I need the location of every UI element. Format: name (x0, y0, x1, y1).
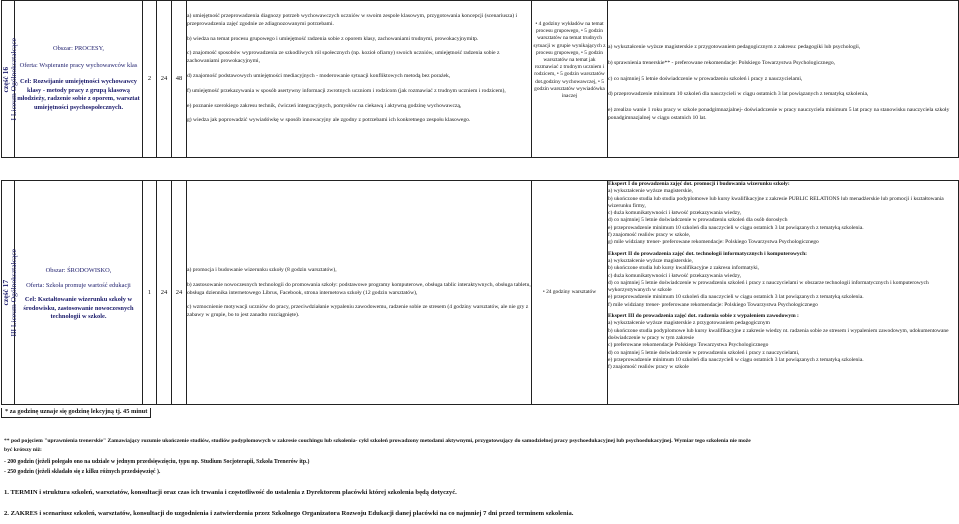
goal-text: Cel: Kształtowanie wizerunku szkoły w środowisku, zastosowanie nowoczesnych technologii w szkole. (23, 296, 134, 321)
content-item: e) poznanie szerokiego zakresu technik, ćwiczeń integracyjnych, pomysłów na ciekawą i aktywną godzinę wychowawczą, (187, 102, 462, 109)
expert-line: e) przeprowadzenie minimum 10 szkoleń dla nauczycieli w ciągu ostatnich 3 lat powiązanych z tematyką szkolenia. (608, 356, 864, 363)
hours-breakdown: • 24 godziny warsztatów (532, 181, 608, 405)
content-item: d) znajomość podstawowych umiejętności mediacyjnych - moderowanie sytuacji konfliktowych metodą bez porażek, (187, 72, 451, 79)
area-title: Obszar: PROCESY, (52, 45, 104, 52)
footnote-scope-scenario: 2. ZAKRES i scenariusz szkoleń, warsztatów, konsultacji do uzgodnienia i zatwierdzenia przez Szkolnego Organizatora Rozwoju Edukacji danej placówki na co najmniej 7 dni przed terminem szkolenia. (4, 510, 574, 517)
expert-line: d) co najmniej 5 letnie doświadczenie w prowadzeniu szkoleń i pracy z nauczycielami w obszarze technologii informatycznych i komputerowych wykorzystywanych w szkole (608, 279, 929, 294)
section-16-table (1, 0, 959, 158)
expert-line: g) mile widziany trener- preferowane rekomendacje: Polskiego Towarzystwa Psychologicznego (608, 239, 819, 246)
footnote-trainer-definition: ** pod pojęciem "uprawnienia trenerskie" Zamawiający rozumie ukończenie studiów, studiów podyplomowych w zakresie couchingu lub szkolenia- cykl szkoleń prowadzony metodami aktywnymi, przygotowujący do samodzielnej pracy psychoedukacyjnej lub psychoedukacyjnej. Wymiar tego szkolenia nie może (4, 438, 751, 444)
expert-line: c) duża komunikatywności i łatwość przekazywania wiedzy, (608, 272, 741, 279)
expert-heading: Ekspert I do prowadzenia zajęć dot. promocji i budowania wizerunku szkoły: (608, 181, 790, 187)
hours-total: 48 (172, 1, 187, 158)
content-item: b) zastosowanie nowoczesnych technologii do promowania szkoły: podstawowe programy komputerowe, obsługa tablic interaktywnych, obsługa tabletu, obsługa dziennika internetowego Librus, Facebook, strona internetowa szkoły (12 godzin warsztatów), (187, 281, 531, 296)
content-item: c) wzmocnienie motywacji uczniów do pracy, przeciwdziałanie wypaleniu zawodowemu, radzenie sobie ze stresem (4 godziny warsztatów, ale nie gry z zabawy w grupie, bo to jest zanadto rozciągnięte). (187, 304, 529, 319)
expert-block (608, 313, 958, 371)
expert-heading: Ekspert III do prowadzenia zajęć dot. radzenia sobie z wypaleniem zawodowym : (608, 313, 799, 320)
footnote-250-hours: - 250 godzin (jeżeli składało się z kilku różnych przedsięwzięć ). (4, 469, 161, 475)
expert-line: f) mile widziany trener- preferowane rekomendacje: Polskiego Towarzystwa Psychologicznego (608, 301, 818, 308)
expert-line: a) wykształcenie wyższe magisterskie, (608, 257, 693, 264)
requirements-cell (608, 1, 959, 158)
goal-text: Cel: Rozwijanie umiejętności wychowawcy klasy - metody pracy z grupą klasową młodzieży, radzenie sobie z oporem, warsztat umiejętności psychospołecznych. (17, 78, 140, 111)
groups-count: 2 (143, 1, 157, 158)
expert-line: b) ukończone studia podyplomowe lub kursy kwalifikacyjne z zakresie wiedzy nt. radzenia sobie ze stresem i wypaleniem zawodowym, udokumentowane doświadczenie w pracy w tym zakresie (608, 327, 949, 341)
expert-line: e) przeprowadzenie minimum 10 szkoleń dla nauczycieli w ciągu ostatnich 3 lat powiązanych z tematyką szkolenia. (608, 224, 864, 231)
requirement-item: c) co najmniej 5 letnie doświadczenie w prowadzeniu szkoleń i pracy z nauczycielami, (608, 75, 803, 82)
hours-per-group: 24 (157, 1, 172, 158)
part-label-cell (1, 1, 18, 158)
requirement-item: b) sprawnienia trenerskie** - preferowane rekomendacje: Polskiego Towarzystwa Psychologicznego, (608, 59, 836, 66)
expert-line: c) duża komunikatywności i łatwość przekazywania wiedzy, (608, 210, 741, 217)
expert-line: d) co najmniej 5 letnie doświadczenie w prowadzeniu szkoleń dla osób dorosłych (608, 217, 788, 224)
offer-text: Oferta: Wspieranie pracy wychowawców klas (19, 61, 138, 69)
footnote-term-structure: 1. TERMIN i struktura szkoleń, warsztatów, konsultacji oraz czas ich trwania i częstotliwość do ustalenia z Dyrektorem placówki której szkolenia będą dotyczyć. (4, 489, 457, 496)
expert-line: a) wykształcenie wyższe magisterskie, (608, 188, 693, 195)
area-cell (15, 181, 143, 405)
part-label-cell (1, 181, 18, 405)
hours-per-group: 24 (157, 181, 172, 405)
offer-text: Oferta: Szkoła promuje wartość edukacji (26, 281, 131, 289)
footnote-hour-definition: * za godzinę uznaje się godzinę lekcyjną tj. 45 minut (1, 408, 151, 418)
content-cell (187, 181, 532, 405)
content-item: b) wiedza na temat procesu grupowego i umiejętność radzenia sobie z oporem klasy, zachowaniami trudnymi, prowokacyjnymitp. (187, 35, 479, 42)
requirement-item: a) wykształcenie wyższe magisterskie z przygotowaniem pedagogicznym z zakresu: pedagogiki lub psychologii, (608, 44, 861, 50)
expert-line: d) co najmniej 5 letnie doświadczenie w prowadzeniu szkoleń i pracy z nauczycielami, (608, 349, 800, 356)
expert-block (608, 251, 958, 309)
content-cell (187, 1, 532, 158)
groups-count: 1 (143, 181, 157, 405)
footnote-200-hours: - 200 godzin (jeżeli polegało ono na udziale w jednym przedsięwzięciu, typu np. Studium Socjoterapii, Szkoła Trenerów itp.) (4, 459, 310, 465)
requirement-item: d) przeprowadzenie minimum 10 szkoleń dla nauczycieli w ciągu ostatnich 3 lat powiązanych z tematyką szkolenia, (608, 91, 869, 98)
section-17-table (1, 180, 959, 405)
expert-line: c) preferowane rekomendacje Polskiego Towarzystwa Psychologicznego (608, 342, 769, 349)
part-label: część 17 III Liceum Ogólnokształcące (1, 248, 18, 337)
content-item: c) znajomość sposobów wyprowadzenia ze szkodliwych ról społecznych (np. kozioł ofiarny) swoich uczniów, umiejętność radzenia sobie z zachowaniami prowokacyjnymi, (187, 50, 500, 65)
expert-line: f) znajomość realiów pracy w szkole, (608, 232, 691, 239)
footnote-trainer-definition-cont: być krótszy niż: (4, 447, 42, 453)
expert-line: b) ukończone studia lub studia podyplomowe lub kursy kwalifikacyjne z zakresie PUBLIC RELATIONS lub menadżerskie lub promocji i kształtowania wizerunku firmy, (608, 195, 944, 209)
expert-heading: Ekspert II do prowadzenia zajęć dot. technologii informatycznych i komputerowych: (608, 250, 808, 257)
expert-block (608, 181, 958, 247)
area-title: Obszar: ŚRODOWISKO, (45, 267, 112, 274)
part-label: część 16 I Liceum Ogólnokształcące (1, 37, 18, 121)
hours-breakdown: • 4 godziny wykładów na temat procesu grupowego, • 5 godzin warsztatów na temat trudnych sytuacji w grupie wynikających z procesu grupowego, • 5 godzin warsztatów na temat jak rozmawiać z trudnym uczniem i rodzicem, • 5 godzin warsztatów dot.godziny wychowawczej, • 5 godzin warsztatów wywiadówka inaczej (532, 1, 608, 158)
content-item: a) umiejętność przeprowadzenia diagnozy potrzeb wychowawczych uczniów w swoim zespole klasowym, przygotowania koncepcji (scenariusza) i przeprowadzenia zajęć zgodnie ze zdiagnozowanymi potrzebami. (187, 13, 518, 27)
expert-line: b) ukończone studia lub kursy kwalifikacyjne z zakresu informatyki, (608, 265, 760, 272)
requirement-item: e) zrealizo wanie 1 roku pracy w szkole ponadgimnazjalnej- doświadczenie w pracy nauczyciela minimum 5 lat pracy na stanowisku nauczyciela szkoły ponadgimnazjalnej w ciągu ostatnich 10 lat. (608, 107, 950, 121)
expert-line: f) znajomość realiów pracy w szkole (608, 364, 689, 371)
area-cell (15, 1, 143, 158)
content-item: g) wiedza jak poprowadzić wywiadówkę w sposób innowacyjny ale zgodny z potrzebami ich konkretnego zespołu klasowego. (187, 117, 471, 124)
content-item: f) umiejętność przekazywania w sposób asertywny informacji zwrotnych uczniom i rodzicom (jak rozmawiać z trudnym uczniem i rodzicem), (187, 87, 506, 94)
expert-line: a) wykształcenie wyższe magisterskie z przygotowaniem pedagogicznym (608, 320, 770, 327)
content-item: a) promocja i budowanie wizerunku szkoły (8 godzin warsztatów), (187, 267, 337, 273)
expert-line: e) przeprowadzenie minimum 10 szkoleń dla nauczycieli w ciągu ostatnich 3 lat powiązanych z tematyką szkolenia. (608, 294, 864, 301)
hours-total: 24 (172, 181, 187, 405)
experts-cell (608, 181, 959, 405)
